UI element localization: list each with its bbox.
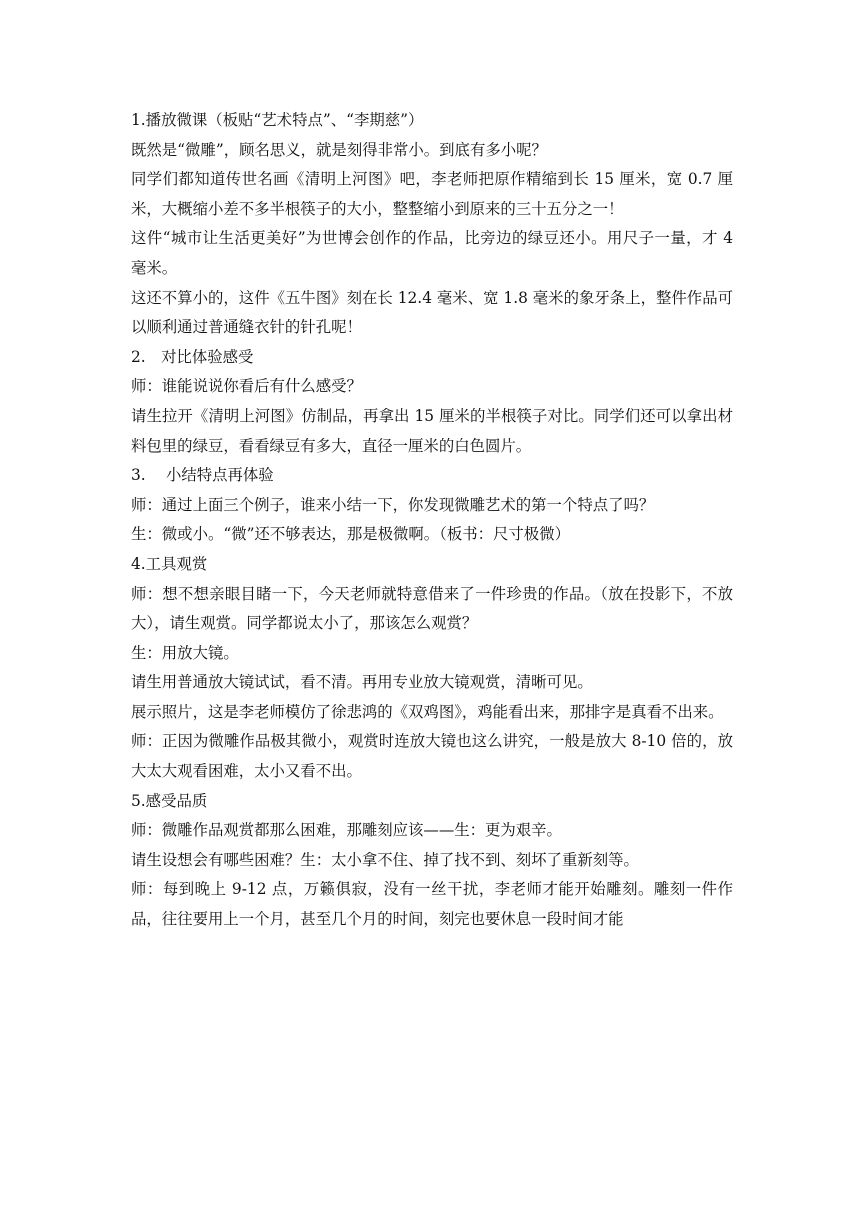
section-heading-3: 3. 小结特点再体验 (131, 466, 274, 485)
paragraph-5: 这还不算小的，这件《五牛图》刻在长 12.4 毫米、宽 1.8 毫米的象牙条上，整件作品可以顺利通过普通缝衣针的针孔呢！ (131, 288, 733, 337)
paragraph-19: 师：微雕作品观赏都那么困难，那雕刻应该——生：更为艰辛。 (131, 821, 562, 840)
section-heading-2: 2. 对比体验感受 (131, 347, 254, 366)
paragraph-15: 请生用普通放大镜试试，看不清。再用专业放大镜观赏，清晰可见。 (131, 673, 593, 692)
paragraph-20: 请生设想会有哪些困难？生：太小拿不住、掉了找不到、刻坏了重新刻等。 (131, 850, 639, 869)
paragraph-13: 师：想不想亲眼目睹一下，今天老师就特意借来了一件珍贵的作品。（放在投影下，不放大），请生观赏。同学都说太小了，那该怎么观赏？ (131, 584, 733, 633)
paragraph-14: 生：用放大镜。 (131, 643, 239, 662)
paragraph-1: 1.播放微课（板贴“艺术特点”、“李期慈”） (131, 111, 424, 129)
document-body (131, 106, 733, 935)
paragraph-16: 展示照片，这是李老师模仿了徐悲鸿的《双鸡图》，鸡能看出来，那排字是真看不出来。 (131, 702, 724, 721)
paragraph-2: 既然是“微雕”，顾名思义，就是刻得非常小。到底有多小呢？ (131, 140, 547, 159)
paragraph-10: 师：通过上面三个例子，谁来小结一下，你发现微雕艺术的第一个特点了吗？ (131, 495, 655, 514)
paragraph-7: 师：谁能说说你看后有什么感受？ (131, 377, 362, 396)
paragraph-11: 生：微或小。“微”还不够表达，那是极微啊。（板书：尺寸极微） (131, 525, 570, 544)
paragraph-21: 师：每到晚上 9-12 点，万籁俱寂，没有一丝干扰，李老师才能开始雕刻。雕刻一件作品，往往要用上一个月，甚至几个月的时间，刻完也要休息一段时间才能 (131, 880, 733, 929)
paragraph-3: 同学们都知道传世名画《清明上河图》吧，李老师把原作精缩到长 15 厘米，宽 0.7 厘米，大概缩小差不多半根筷子的大小，整整缩小到原来的三十五分之一！ (131, 170, 733, 218)
paragraph-4: 这件“城市让生活更美好”为世博会创作的作品，比旁边的绿豆还小。用尺子一量，才 4 毫米。 (131, 229, 733, 277)
paragraph-17: 师：正因为微雕作品极其微小，观赏时连放大镜也这么讲究，一般是放大 8-10 倍的，放大太大观看困难，太小又看不出。 (131, 732, 733, 781)
section-heading-4: 4.工具观赏 (131, 554, 208, 573)
paragraph-8: 请生拉开《清明上河图》仿制品，再拿出 15 厘米的半根筷子对比。同学们还可以拿出材料包里的绿豆，看看绿豆有多大，直径一厘米的白色圆片。 (131, 406, 733, 455)
section-heading-5: 5.感受品质 (131, 791, 208, 810)
